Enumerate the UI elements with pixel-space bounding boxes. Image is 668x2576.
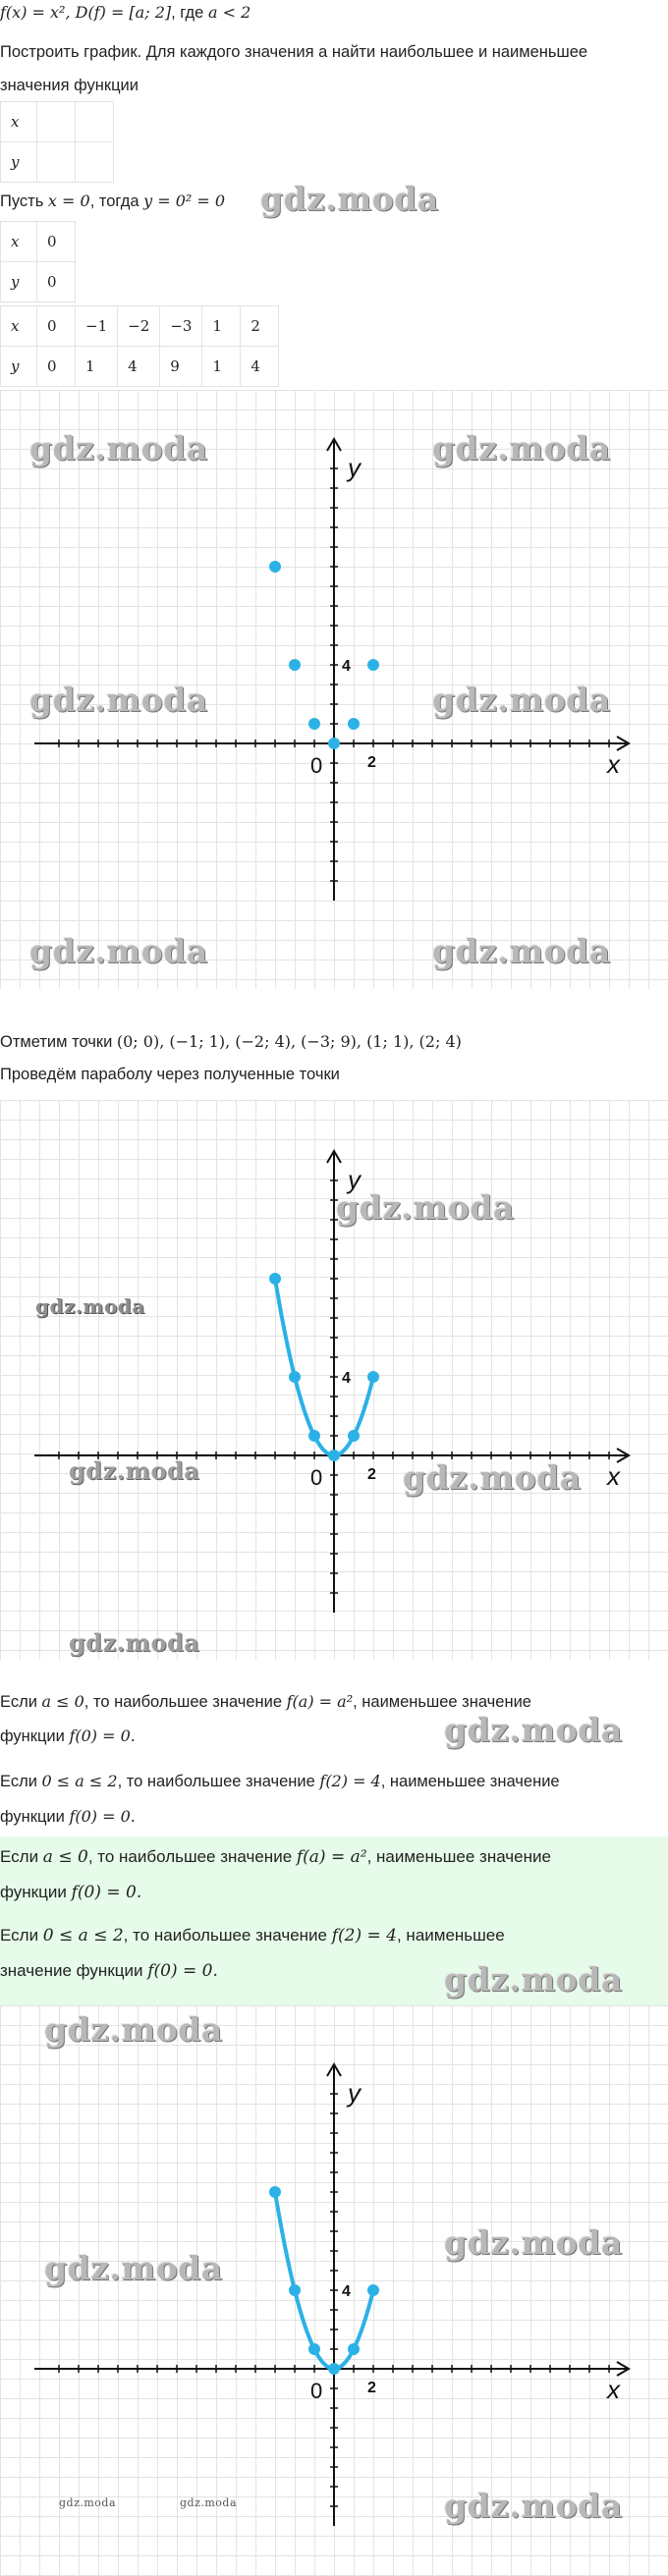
parabola-curve: [275, 2192, 373, 2369]
answer-math: 0 ≤ a ≤ 2: [42, 1926, 124, 1946]
function-definition: f(x) = x², D(f) = [a; 2]: [0, 3, 172, 22]
x-tick-label: 2: [367, 1466, 376, 1483]
data-point: [367, 2284, 379, 2296]
answer-text: Если: [0, 1847, 43, 1866]
y-axis-label: y: [348, 1165, 361, 1194]
header-line: [0, 2, 250, 24]
table-x-header: x: [1, 102, 37, 142]
x-axis-label: x: [607, 2375, 620, 2404]
graph-parabola-repeat-area: [0, 2005, 668, 2576]
table-cell: [76, 102, 114, 142]
table-cell: [37, 142, 76, 183]
answer-math: f(2) = 4: [331, 1926, 397, 1946]
data-point: [328, 1450, 340, 1461]
watermark: gdz.moda: [444, 2487, 623, 2525]
answer-highlight-1b: [0, 1882, 141, 1903]
table-cell: 1: [202, 347, 241, 387]
data-point: [328, 738, 340, 749]
data-point: [367, 659, 379, 671]
answer-plain-2a: [0, 1771, 560, 1792]
answer-math: a ≤ 0: [41, 1692, 84, 1711]
x-tick-label: 2: [367, 2380, 376, 2396]
watermark: gdz.moda: [336, 1188, 515, 1227]
x-axis-label: x: [607, 1461, 620, 1491]
table-cell: 9: [160, 347, 202, 387]
origin-label: 0: [310, 2379, 323, 2403]
watermark: gdz.moda: [44, 2010, 223, 2049]
y-tick-label: 4: [342, 1370, 351, 1387]
answer-math: f(0) = 0.: [147, 1961, 218, 1981]
graph-parabola-svg: [0, 1100, 668, 1660]
step1-line: [0, 191, 225, 212]
answer-text: Если: [0, 1773, 42, 1790]
table-cell: 4: [241, 347, 279, 387]
table-cell: 0: [37, 222, 76, 262]
watermark: gdz.moda: [403, 1458, 582, 1497]
data-point: [308, 1430, 320, 1442]
watermark: gdz.moda: [44, 2249, 223, 2287]
table-cell: 0: [37, 347, 76, 387]
mark-points-list: (0; 0), (−1; 1), (−2; 4), (−3; 9), (1; 1), (2; 4): [116, 1032, 462, 1051]
data-point: [289, 1371, 301, 1383]
data-point: [348, 718, 360, 730]
watermark: gdz.moda: [69, 1628, 200, 1657]
empty-value-table: [0, 101, 114, 183]
table-y-header: y: [1, 142, 37, 183]
watermark: gdz.moda: [260, 180, 439, 218]
watermark: gdz.moda: [432, 932, 611, 970]
table-cell: 0: [37, 262, 76, 302]
answer-text: , наименьшее значение: [380, 1773, 560, 1790]
answer-highlight-2a: [0, 1925, 505, 1946]
mark-points-line: [0, 1031, 462, 1053]
data-point: [289, 2284, 301, 2296]
condition-prefix: , где: [171, 4, 208, 22]
answer-highlight-1a: [0, 1846, 551, 1868]
table-cell: 1: [202, 306, 241, 347]
answer-math: f(2) = 4: [319, 1772, 381, 1790]
full-value-table: [0, 305, 279, 387]
step1-text: Пусть: [0, 192, 48, 210]
data-point: [269, 561, 281, 573]
answer-text: Если: [0, 1926, 43, 1945]
y-axis-label: y: [348, 453, 361, 482]
watermark: gdz.moda: [432, 681, 611, 719]
step1-math: x = 0: [47, 192, 90, 210]
answer-highlight-2b: [0, 1960, 218, 1982]
answer-text: Если: [0, 1693, 42, 1711]
table-y-header: y: [1, 347, 37, 387]
data-point: [367, 1371, 379, 1383]
x-axis-label: x: [607, 749, 620, 779]
answer-math: f(a) = a²: [286, 1692, 354, 1711]
answer-math: 0 ≤ a ≤ 2: [41, 1772, 118, 1790]
watermark: gdz.moda: [29, 429, 208, 467]
answer-text: , наименьшее значение: [366, 1847, 551, 1866]
data-point: [308, 2343, 320, 2355]
watermark: gdz.moda: [69, 1456, 200, 1485]
draw-parabola-line: Проведём параболу через полученные точки: [0, 1066, 340, 1083]
origin-label: 0: [310, 1465, 323, 1490]
data-point: [308, 718, 320, 730]
mark-points-text: Отметим точки: [0, 1033, 117, 1051]
watermark: gdz.moda: [444, 1960, 623, 1999]
answer-math: f(0) = 0.: [71, 1883, 142, 1902]
graph-points-area: [0, 390, 668, 989]
watermark: gdz.moda: [59, 2496, 117, 2509]
step1-math2: y = 0² = 0: [143, 192, 226, 210]
y-tick-label: 4: [342, 658, 351, 675]
table-cell: [37, 102, 76, 142]
answer-text: , то наибольшее значение: [87, 1847, 297, 1866]
watermark: gdz.moda: [180, 2496, 238, 2509]
data-point: [348, 2343, 360, 2355]
table-x-header: x: [1, 222, 37, 262]
data-point: [328, 2363, 340, 2375]
answer-math: a ≤ 0: [42, 1847, 88, 1867]
x-tick-label: 2: [367, 754, 376, 771]
data-point: [269, 2186, 281, 2198]
watermark: gdz.moda: [432, 429, 611, 467]
answer-text: , наименьшее значение: [353, 1693, 531, 1711]
y-tick-label: 4: [342, 2283, 351, 2300]
table-cell: [76, 142, 114, 183]
answer-text: , то наибольшее значение: [123, 1926, 332, 1945]
answer-plain-2b: [0, 1806, 136, 1828]
answer-text: функции: [0, 1808, 70, 1826]
answer-text: значение функции: [0, 1961, 148, 1980]
answer-text: , наименьшее: [396, 1926, 505, 1945]
answer-plain-1b: [0, 1726, 136, 1747]
answer-text: функции: [0, 1727, 70, 1745]
table-cell: 4: [118, 347, 160, 387]
origin-label: 0: [310, 753, 323, 778]
condition: a < 2: [207, 3, 251, 22]
data-point: [289, 659, 301, 671]
answer-text: , то наибольшее значение: [117, 1773, 320, 1790]
answer-plain-1a: [0, 1691, 531, 1713]
answer-math: f(0) = 0.: [69, 1807, 136, 1826]
task-line-2: значения функции: [0, 77, 139, 94]
watermark: gdz.moda: [444, 2223, 623, 2262]
parabola-curve: [275, 1279, 373, 1455]
step1-text2: , тогда: [89, 192, 144, 210]
watermark: gdz.moda: [29, 681, 208, 719]
table-x-header: x: [1, 306, 37, 347]
answer-math: f(0) = 0.: [69, 1726, 136, 1745]
answer-text: , то наибольшее значение: [84, 1693, 287, 1711]
table-cell: 0: [37, 306, 76, 347]
table-cell: −1: [76, 306, 118, 347]
graph-parabola-area: [0, 1100, 668, 1660]
table-y-header: y: [1, 262, 37, 302]
single-value-table: [0, 221, 76, 302]
table-cell: −2: [118, 306, 160, 347]
watermark: gdz.moda: [29, 932, 208, 970]
task-line-1: Построить график. Для каждого значения a найти наибольшее и наименьшее: [0, 43, 588, 61]
data-point: [269, 1273, 281, 1285]
data-point: [348, 1430, 360, 1442]
table-cell: 1: [76, 347, 118, 387]
table-cell: 2: [241, 306, 279, 347]
table-cell: −3: [160, 306, 202, 347]
watermark: gdz.moda: [444, 1711, 623, 1749]
answer-text: функции: [0, 1883, 72, 1901]
y-axis-label: y: [348, 2078, 361, 2108]
answer-math: f(a) = a²: [296, 1847, 367, 1867]
watermark: gdz.moda: [35, 1294, 145, 1318]
